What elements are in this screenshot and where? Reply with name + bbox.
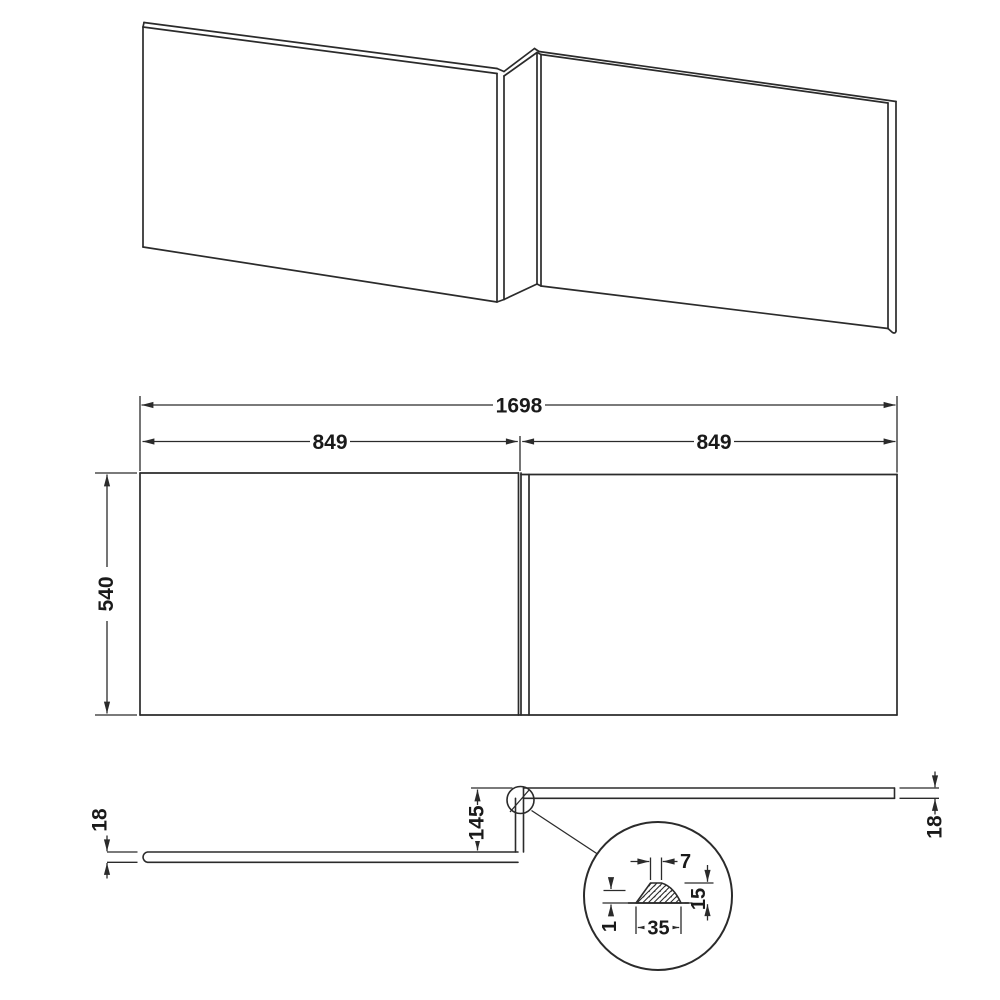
dim-right-section-width — [522, 431, 895, 454]
plan-left-panel — [107, 852, 518, 862]
dim-joint-top-width — [631, 851, 692, 880]
elevation-panel-outline — [140, 473, 897, 715]
overall-width-label: 1698 — [495, 394, 543, 418]
isometric-return-piece — [504, 49, 541, 300]
front-elevation-view — [95, 395, 897, 716]
isometric-left-panel — [143, 23, 504, 303]
plan-view — [89, 772, 947, 879]
dim-joint-height — [685, 865, 714, 921]
dim-overall-width — [142, 395, 896, 418]
joint-base-width-label: 35 — [647, 917, 670, 940]
detail-leader-line — [532, 811, 598, 855]
dim-right-thickness — [924, 772, 947, 839]
return-offset-label: 145 — [465, 805, 489, 841]
plan-joint-connector — [516, 798, 524, 852]
isometric-view — [143, 23, 896, 334]
left-thickness-label: 18 — [88, 808, 112, 832]
joint-height-label: 15 — [688, 887, 710, 911]
dim-left-thickness — [89, 808, 112, 878]
dim-return-offset — [466, 788, 513, 851]
right-thickness-label: 18 — [923, 815, 947, 839]
panel-height-label: 540 — [95, 576, 118, 612]
plan-right-panel — [524, 788, 940, 798]
joint-detail-view — [584, 822, 732, 970]
isometric-right-panel — [539, 52, 896, 334]
detail-reference-marker — [507, 787, 598, 855]
dim-left-section-width — [143, 431, 518, 454]
dim-joint-base-width — [636, 907, 681, 940]
right-section-width-label: 849 — [696, 431, 732, 454]
left-section-width-label: 849 — [312, 431, 348, 454]
dim-panel-height — [95, 473, 137, 715]
joint-top-width-label: 7 — [679, 851, 692, 873]
dim-joint-edge — [599, 878, 626, 932]
joint-edge-label: 1 — [599, 920, 621, 933]
joint-profile-shape — [636, 883, 681, 903]
